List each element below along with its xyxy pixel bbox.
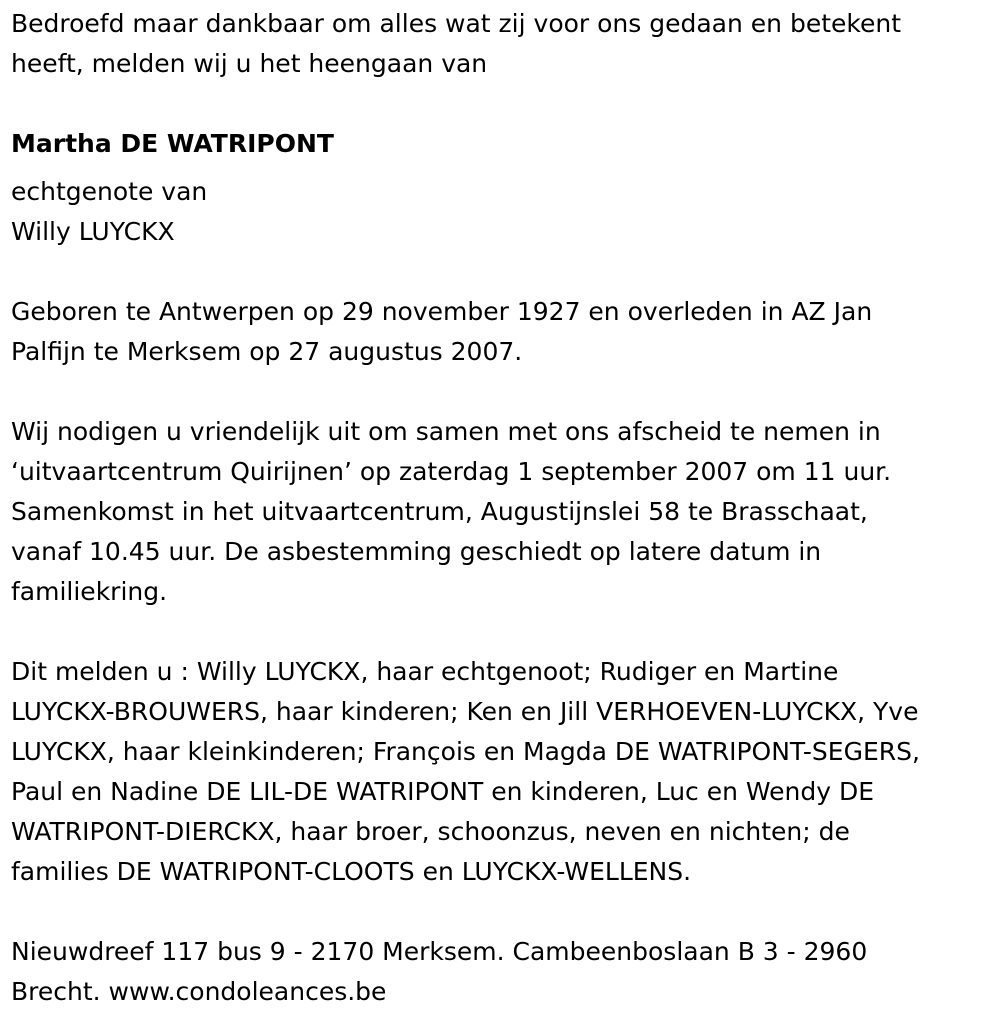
family-line: LUYCKX, haar kleinkinderen; François en Magda DE WATRIPONT-SEGERS, <box>11 737 920 766</box>
family-paragraph <box>11 652 986 892</box>
deceased-name: Martha DE WATRIPONT <box>11 129 334 158</box>
contact-line: Brecht. www.condoleances.be <box>11 977 387 1006</box>
intro-line: Bedroefd maar dankbaar om alles wat zij voor ons gedaan en betekent <box>11 9 902 38</box>
ceremony-paragraph <box>11 412 986 612</box>
family-line: Paul en Nadine DE LIL-DE WATRIPONT en kinderen, Luc en Wendy DE <box>11 777 875 806</box>
ceremony-line: familiekring. <box>11 577 168 606</box>
family-line: LUYCKX-BROUWERS, haar kinderen; Ken en Jill VERHOEVEN-LUYCKX, Yve <box>11 697 919 726</box>
birth-death-paragraph <box>11 292 986 372</box>
birth-death-line: Geboren te Antwerpen op 29 november 1927 en overleden in AZ Jan <box>11 297 873 326</box>
family-line: families DE WATRIPONT-CLOOTS en LUYCKX-WELLENS. <box>11 857 692 886</box>
deceased-block <box>11 124 986 252</box>
intro-paragraph <box>11 4 986 84</box>
ceremony-line: Samenkomst in het uitvaartcentrum, Augustijnslei 58 te Brasschaat, <box>11 497 868 526</box>
spouse-name: Willy LUYCKX <box>11 217 175 246</box>
contact-line: Nieuwdreef 117 bus 9 - 2170 Merksem. Cambeenboslaan B 3 - 2960 <box>11 937 868 966</box>
contact-paragraph <box>11 932 986 1012</box>
family-line: Dit melden u : Willy LUYCKX, haar echtgenoot; Rudiger en Martine <box>11 657 839 686</box>
birth-death-line: Palfijn te Merksem op 27 augustus 2007. <box>11 337 523 366</box>
ceremony-line: Wij nodigen u vriendelijk uit om samen met ons afscheid te nemen in <box>11 417 881 446</box>
ceremony-line: ‘uitvaartcentrum Quirijnen’ op zaterdag 1 september 2007 om 11 uur. <box>11 457 892 486</box>
family-line: WATRIPONT-DIERCKX, haar broer, schoonzus, neven en nichten; de <box>11 817 850 846</box>
obituary-notice <box>11 4 986 1012</box>
relation-label: echtgenote van <box>11 177 208 206</box>
intro-line: heeft, melden wij u het heengaan van <box>11 49 488 78</box>
ceremony-line: vanaf 10.45 uur. De asbestemming geschiedt op latere datum in <box>11 537 822 566</box>
